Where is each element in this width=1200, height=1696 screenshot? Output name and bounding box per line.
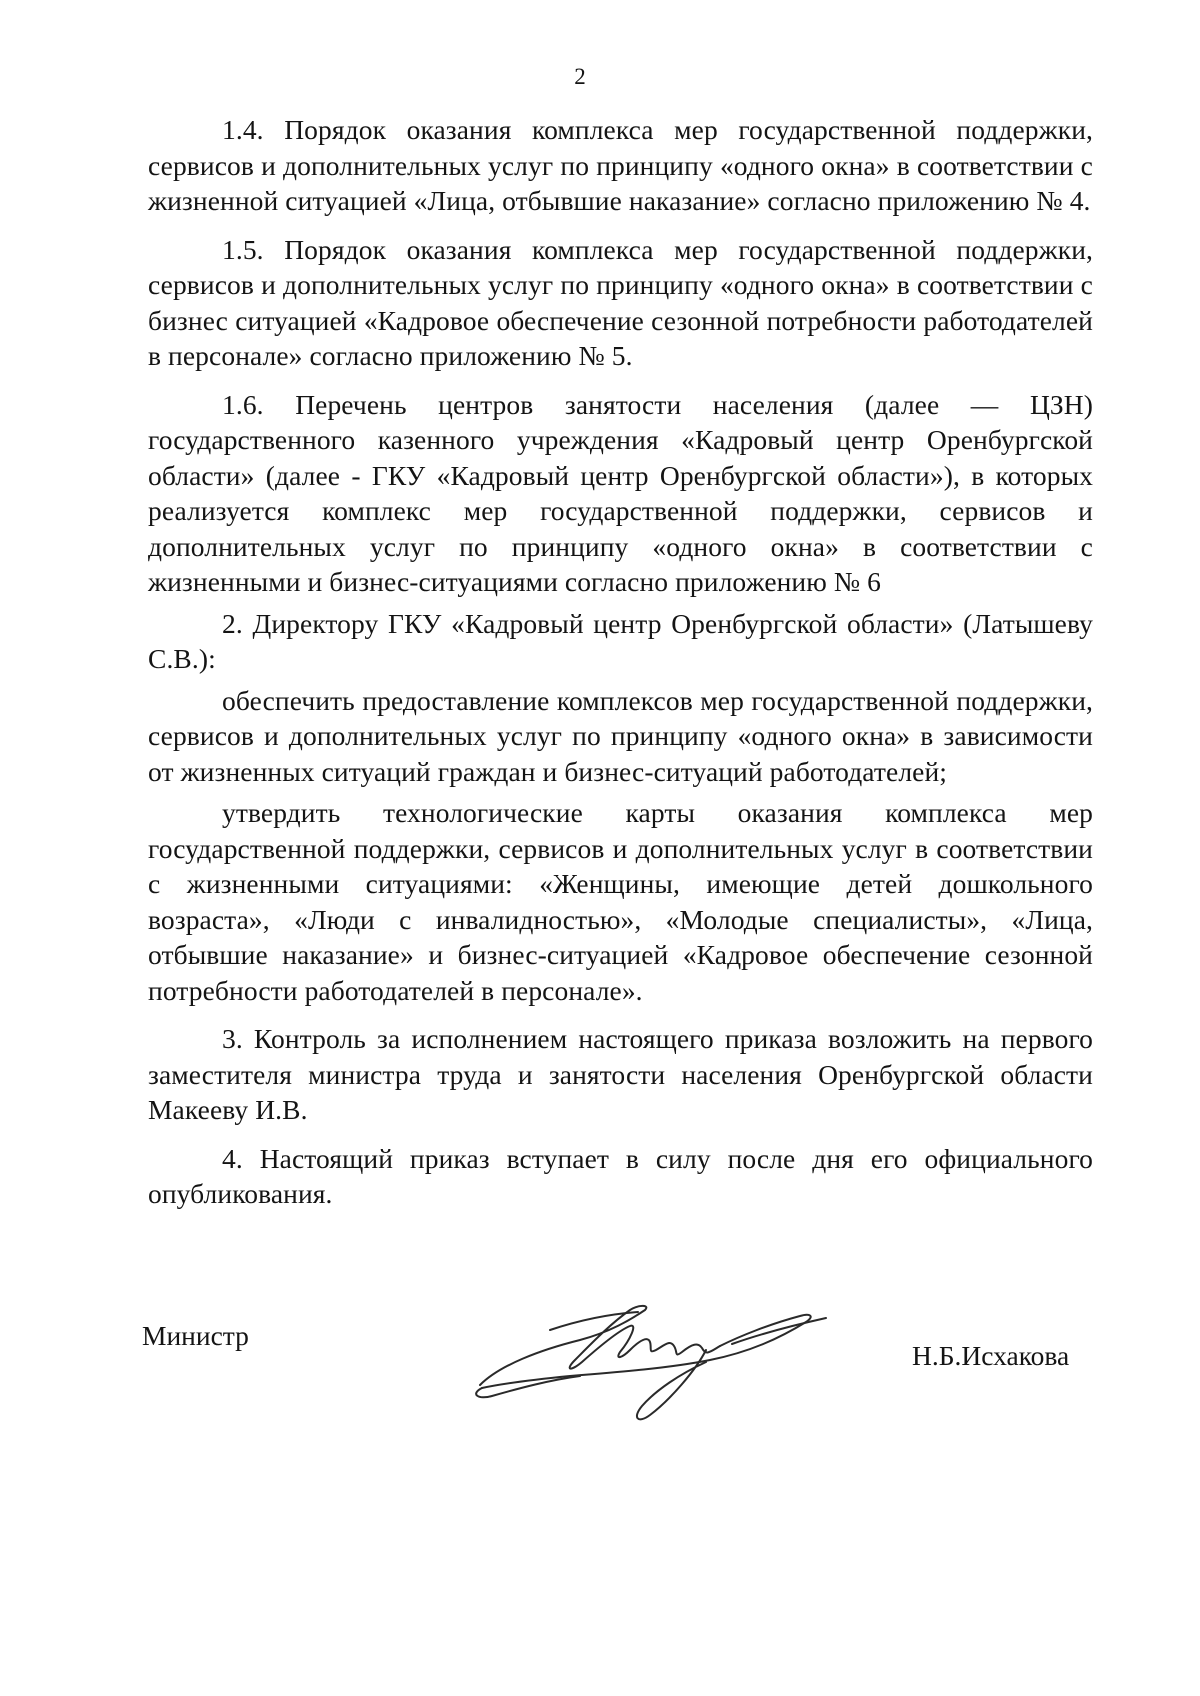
signature-block <box>0 1290 1200 1440</box>
handwritten-signature <box>470 1290 850 1430</box>
paragraph-1-5: 1.5. Порядок оказания комплекса мер государственной поддержки, сервисов и дополнительных услуг по принципу «одного окна» в соответствии с бизнес ситуацией «Кадровое обеспечение сезонной потребности работодателей в персонале» согласно приложению № 5. <box>148 233 1093 371</box>
paragraph-2-provide: обеспечить предоставление комплексов мер государственной поддержки, сервисов и дополнительных услуг по принципу «одного окна» в зависимости от жизненных ситуаций граждан и бизнес-ситуаций работодателей; <box>148 684 1093 787</box>
signatory-name: Н.Б.Исхакова <box>912 1340 1070 1371</box>
document-body <box>148 112 1093 1225</box>
paragraph-3: 3. Контроль за исполнением настоящего приказа возложить на первого заместителя министра труда и занятости населения Оренбургской области Макееву И.В. <box>148 1023 1093 1125</box>
paragraph-4: 4. Настоящий приказ вступает в силу после дня его официального опубликования. <box>148 1142 1093 1209</box>
paragraph-2-approve: утвердить технологические карты оказания комплекса мер государственной поддержки, сервисов и дополнительных услуг в соответствии с жизненными ситуациями: «Женщины, имеющие детей дошкольного возраста», «Люди с инвалидностью», «Молодые специалисты», «Лица, отбывшие наказание» и бизнес-ситуацией «Кадровое обеспечение сезонной потребности работодателей в персонале». <box>148 797 1093 1006</box>
signatory-title: Министр <box>142 1320 249 1351</box>
paragraph-1-6: 1.6. Перечень центров занятости населения (далее — ЦЗН) государственного казенного учреждения «Кадровый центр Оренбургской области» (далее - ГКУ «Кадровый центр Оренбургской области»), в которых реализуется комплекс мер государственной поддержки, сервисов и дополнительных услуг по принципу «одного окна» в соответствии с жизненными и бизнес-ситуациями согласно приложению № 6 <box>148 388 1093 597</box>
paragraph-2: 2. Директору ГКУ «Кадровый центр Оренбургской области» (Латышеву С.В.): <box>148 607 1093 674</box>
paragraph-1-4: 1.4. Порядок оказания комплекса мер государственной поддержки, сервисов и дополнительных услуг по принципу «одного окна» в соответствии с жизненной ситуацией «Лица, отбывшие наказание» согласно приложению № 4. <box>148 114 1093 216</box>
page-number: 2 <box>574 64 586 89</box>
